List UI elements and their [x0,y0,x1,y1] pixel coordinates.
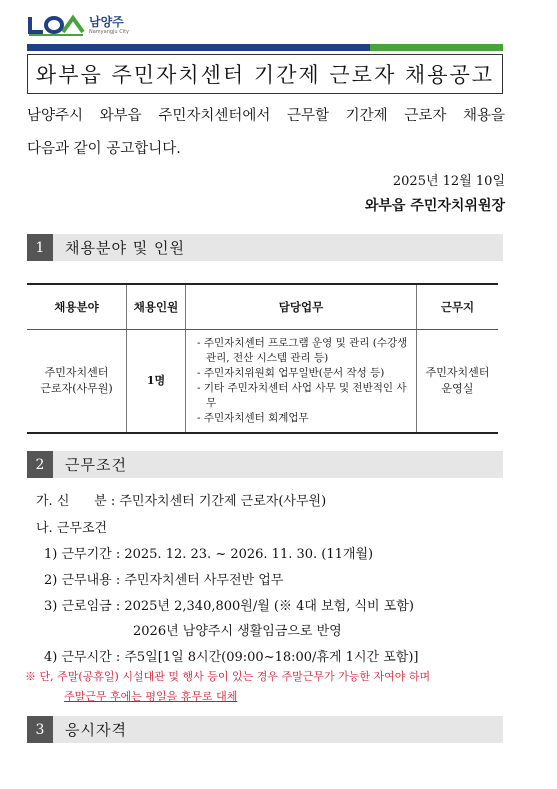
duty-item: - 주민자치위원회 업무일반(문서 작성 등) [197,367,385,379]
logo-subtitle: Namyangju City [89,28,129,35]
page-title: 와부읍 주민자치센터 기간제 근로자 채용공고 [27,54,503,94]
section-number: 3 [27,716,53,743]
count-cell [127,330,186,434]
section-number: 2 [27,451,53,478]
condition-item: 1) 근무기간 : 2025. 12. 23. ~ 2026. 11. 30. (11개월) [44,547,374,562]
field-line: 주민자치센터 [44,366,109,379]
announcement-date: 2025년 12월 10일 [392,174,505,189]
duties-cell [186,330,417,434]
intro-line-2: 다음과 같이 공고합니다. [27,141,181,157]
section-label: 근무조건 [65,456,127,474]
signer: 와부읍 주민자치위원장 [364,198,505,214]
section-number: 1 [27,234,53,261]
section-header-1 [27,234,503,261]
table-header: 담당업무 [186,284,417,330]
table-row [27,330,498,434]
condition-item: 3) 근로임금 : 2025년 2,340,800원/월 (※ 4대 보험, 식비 포함) [44,599,414,614]
section-label: 채용분야 및 인원 [65,239,185,257]
city-logo [27,10,129,40]
namyangju-logo-icon [27,13,85,37]
duty-item: - 주민자치센터 프로그램 운영 및 관리 (수강생 관리, 전산 시스템 관리 등) [197,337,408,364]
field-line: 근로자(사무원) [40,382,113,395]
table-header: 채용인원 [127,284,186,330]
logo-name: 남양주 [89,14,124,29]
section-header-3 [27,716,503,743]
count-value: 1명 [146,374,166,387]
condition-item-continued: 2026년 남양주시 생활임금으로 반영 [133,624,342,639]
place-line: 운영실 [441,382,474,395]
recruitment-table [27,283,498,434]
header-color-bar [27,44,503,51]
weekend-note-line-2 [64,688,237,704]
field-cell [27,330,127,434]
condition-work-heading: 나. 근무조건 [36,521,108,536]
duty-item: - 주민자치센터 회계업무 [197,412,309,424]
intro-line-1: 남양주시 와부읍 주민자치센터에서 근무할 기간제 근로자 채용을 [27,108,505,124]
place-line: 주민자치센터 [425,366,490,379]
table-header: 근무지 [417,284,499,330]
condition-status: 가. 신 분 : 주민자치센터 기간제 근로자(사무원) [36,494,327,509]
condition-item: 4) 근무시간 : 주5일[1일 8시간(09:00~18:00/휴게 1시간 포함)] [44,650,419,665]
section-label: 응시자격 [65,721,127,739]
weekend-note-line-1: ※ 단, 주말(공휴일) 시설대관 및 행사 등이 있는 경우 주말근무가 가능한 자여야 하며 [25,670,431,683]
weekend-note-text: 주말근무 후에는 평일을 휴무로 대체 [64,690,238,703]
condition-item: 2) 근무내용 : 주민자치센터 사무전반 업무 [44,573,284,588]
duty-item: - 기타 주민자치센터 사업 사무 및 전반적인 사무 [197,382,407,409]
duties-list [187,336,415,426]
place-cell [417,330,499,434]
table-header-row [27,284,498,330]
section-header-2 [27,451,503,478]
table-header: 채용분야 [27,284,127,330]
